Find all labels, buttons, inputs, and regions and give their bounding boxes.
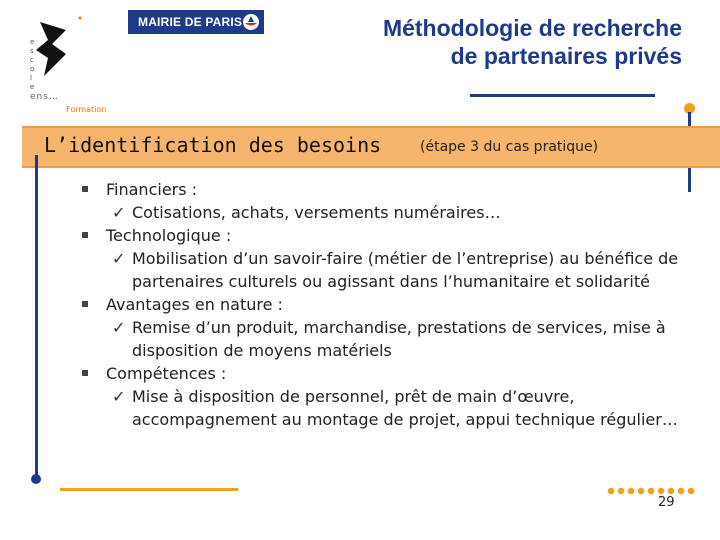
section-band <box>22 126 720 168</box>
logo-letter: o <box>30 65 35 73</box>
checkmark-icon: ✓ <box>112 203 126 222</box>
logo-letter: l <box>30 74 32 82</box>
list-item <box>80 178 690 201</box>
item-label: Avantages en nature : <box>106 295 283 314</box>
page-number: 29 <box>658 495 675 510</box>
title-line-2: de partenaires privés <box>450 43 682 69</box>
item-label: Compétences : <box>106 364 227 383</box>
orange-dotted-line <box>606 487 696 495</box>
logo-letter: s <box>30 47 34 55</box>
left-vertical-line <box>35 155 38 475</box>
sub-item-text: Mobilisation d’un savoir-faire (métier de l’entreprise) au bénéfice de partenaires culturels ou agissant dans l’humanitaire et solidarité <box>132 249 679 291</box>
title-line-1: Méthodologie de recherche <box>382 15 682 41</box>
list-item <box>80 362 690 385</box>
list-item <box>80 293 690 316</box>
section-heading: L’identification des besoins <box>44 133 382 157</box>
sub-list-item <box>80 316 690 362</box>
section-subheading: (étape 3 du cas pratique) <box>420 139 599 155</box>
square-bullet-icon <box>82 370 88 376</box>
item-label: Financiers : <box>106 180 198 199</box>
blue-dot-icon <box>31 474 41 484</box>
square-bullet-icon <box>82 301 88 307</box>
list-item <box>80 224 690 247</box>
square-bullet-icon <box>82 186 88 192</box>
logo-formation-text: Formation <box>66 105 107 114</box>
top-divider-line <box>470 94 655 97</box>
sub-list-item <box>80 385 690 431</box>
page-title <box>383 14 682 70</box>
logo-letter: c <box>30 56 34 64</box>
mairie-label: MAIRIE DE PARIS <box>138 15 243 29</box>
checkmark-icon: ✓ <box>112 249 126 268</box>
square-bullet-icon <box>82 232 88 238</box>
sub-list-item <box>80 201 690 224</box>
sub-list-item <box>80 247 690 293</box>
bottom-divider-line <box>60 488 238 491</box>
logo-bottom-text: ens… <box>30 92 59 102</box>
item-label: Technologique : <box>106 226 232 245</box>
checkmark-icon: ✓ <box>112 318 126 337</box>
sub-item-text: Mise à disposition de personnel, prêt de main d’œuvre, accompagnement au montage de projet, appui technique régulier… <box>132 387 678 429</box>
logo-letter: e <box>30 83 35 91</box>
sub-item-text: Remise d’un produit, marchandise, prestations de services, mise à disposition de moyens matériels <box>132 318 666 360</box>
logo-vertical-letters <box>30 38 36 92</box>
paris-ship-icon <box>242 13 260 31</box>
bullet-list <box>80 178 690 431</box>
logo-letter: e <box>30 38 35 46</box>
mairie-de-paris-logo <box>128 10 264 34</box>
checkmark-icon: ✓ <box>112 387 126 406</box>
sub-item-text: Cotisations, achats, versements numéraires… <box>132 203 501 222</box>
